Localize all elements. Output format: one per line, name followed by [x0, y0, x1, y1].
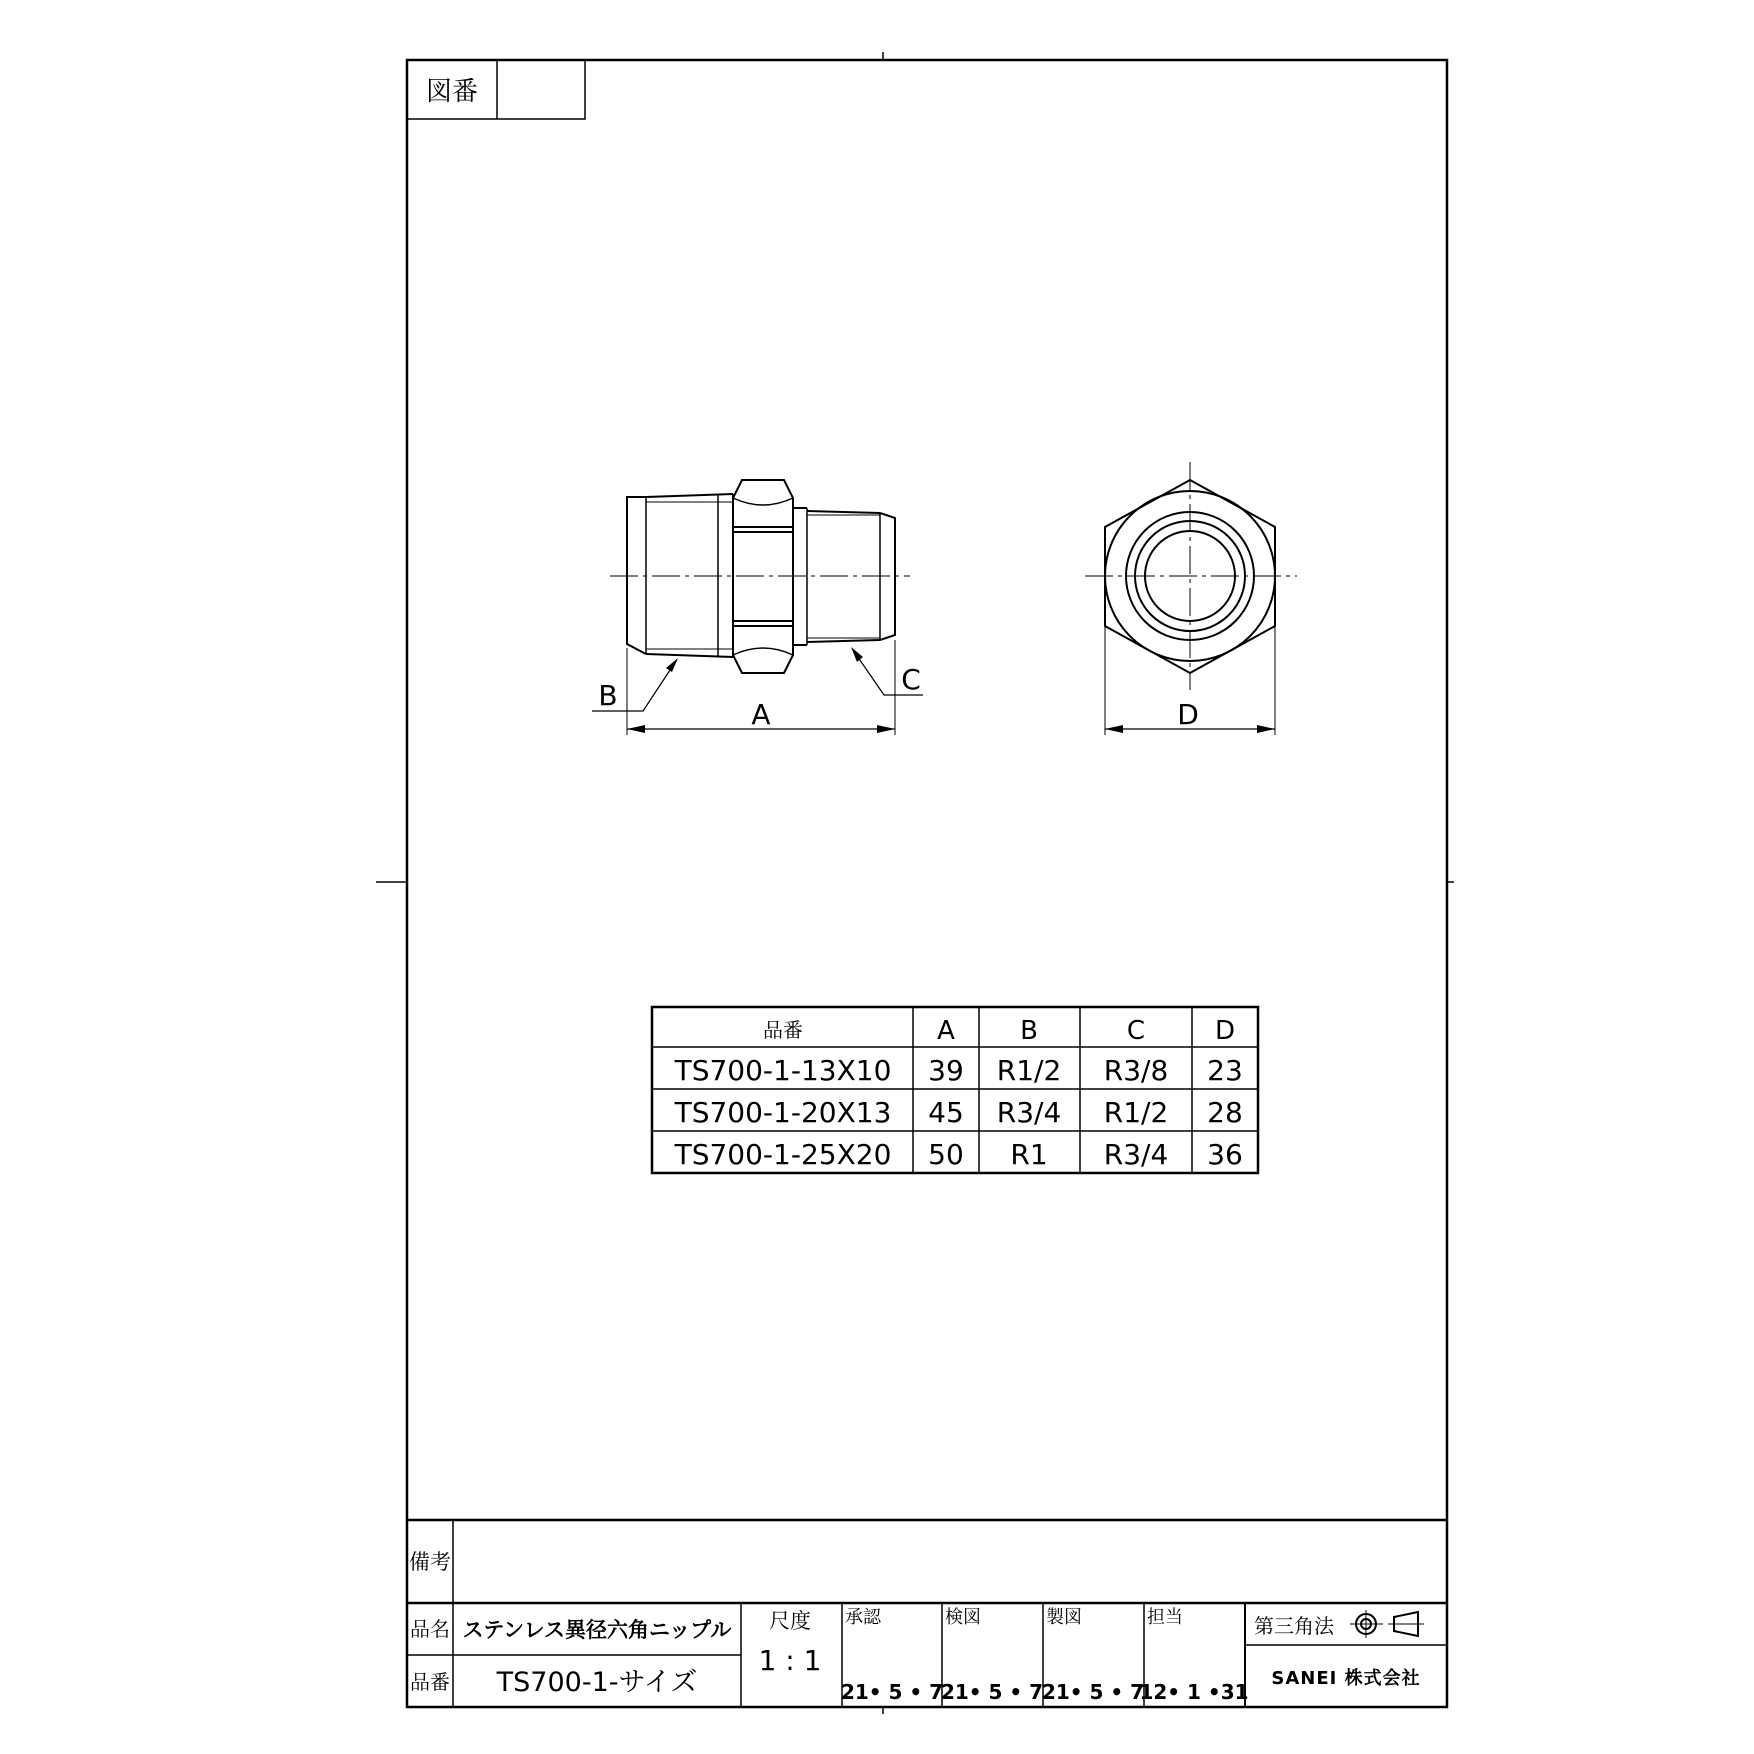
scale-value: 1 : 1 — [758, 1644, 822, 1677]
table-cell: R1/2 — [1103, 1096, 1169, 1129]
product-name-label: 品名 — [410, 1617, 450, 1641]
table-header-d: D — [1214, 1016, 1236, 1046]
drawing-number-box — [407, 60, 585, 119]
size-table — [652, 1007, 1258, 1173]
company-name: SANEI 株式会社 — [1271, 1668, 1421, 1689]
approved-label: 承認 — [845, 1607, 881, 1628]
table-cell: 50 — [928, 1138, 964, 1171]
table-cell: 45 — [928, 1096, 964, 1129]
table-header-c: C — [1126, 1016, 1146, 1046]
checked-label: 検図 — [945, 1607, 981, 1628]
table-cell: 39 — [928, 1054, 964, 1087]
table-cell: 28 — [1207, 1096, 1243, 1129]
checked-date: 21• 5 • 7 — [940, 1680, 1044, 1704]
third-angle-projection-icon — [1350, 1610, 1424, 1638]
dimension-d-label: D — [1177, 698, 1199, 731]
table-cell: R1/2 — [996, 1054, 1062, 1087]
title-block — [407, 1520, 1447, 1707]
product-number-label: 品番 — [410, 1670, 450, 1694]
table-cell: R3/4 — [1103, 1138, 1169, 1171]
table-cell: 36 — [1207, 1138, 1243, 1171]
sheet-border — [407, 60, 1447, 1707]
dimension-b-label: B — [598, 679, 618, 712]
table-cell: R3/8 — [1103, 1054, 1169, 1087]
table-cell: 23 — [1207, 1054, 1243, 1087]
scale-label: 尺度 — [769, 1609, 811, 1633]
projection-label: 第三角法 — [1254, 1614, 1334, 1638]
table-cell: R3/4 — [996, 1096, 1062, 1129]
drawing-number-label: 図番 — [425, 77, 479, 107]
table-header-b: B — [1020, 1016, 1038, 1046]
side-view — [1085, 462, 1297, 735]
front-view — [592, 480, 923, 735]
charge-date: 12• 1 •31 — [1139, 1680, 1249, 1704]
table-cell: TS700-1-20X13 — [674, 1096, 892, 1129]
approved-date: 21• 5 • 7 — [840, 1680, 944, 1704]
product-number: TS700-1-サイズ — [496, 1667, 698, 1698]
drawn-date: 21• 5 • 7 — [1041, 1680, 1145, 1704]
charge-label: 担当 — [1147, 1607, 1183, 1628]
dimension-a-label: A — [751, 698, 771, 731]
product-name: ステンレス異径六角ニップル — [462, 1618, 732, 1642]
drawn-label: 製図 — [1046, 1607, 1082, 1628]
remarks-label: 備考 — [409, 1550, 451, 1574]
table-cell: TS700-1-25X20 — [674, 1138, 892, 1171]
table-header-part-number: 品番 — [763, 1018, 803, 1042]
table-cell: TS700-1-13X10 — [674, 1054, 892, 1087]
table-cell: R1 — [1010, 1138, 1048, 1171]
table-header-a: A — [937, 1016, 955, 1046]
dimension-c-label: C — [901, 663, 921, 696]
